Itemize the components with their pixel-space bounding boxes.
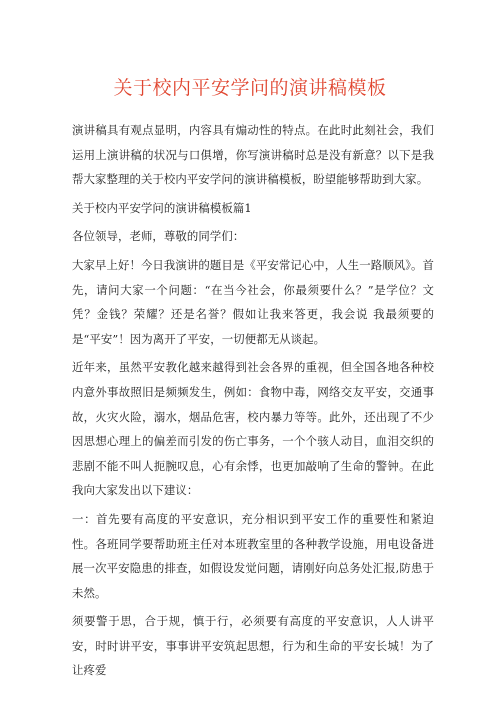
body-paragraph-2: 近年来，虽然平安教化越来越得到社会各界的重视，但全国各地各种校内意外事故照旧是频频发生，例如：食物中毒，网络交友平安，交通事故，火灾火险，溺水，烟品危害，校内暴力等等。此外，还出现了不少因思想心理上的偏差而引发的伤亡事务，一个个骇人动目，血泪交织的悲剧不能不叫人扼腕叹息，心有余悸，也更加敲响了生命的警钟。在此我向大家发出以下建议：	[72, 360, 434, 498]
body-paragraph-3: 一：首先要有高度的平安意识，充分相识到平安工作的重要性和紧迫性。各班同学要帮助班主任对本班教室里的各种教学设施，用电设备进展一次平安隐患的排查，如假设发觉问题，请刚好向总务处汇报,防患于未然。	[72, 511, 434, 600]
body-paragraph-4: 须要警于思，合于规，慎于行，必须要有高度的平安意识，人人讲平安，时时讲平安，事事讲平安筑起思想，行为和生命的平安长城！为了让疼爱	[72, 614, 434, 678]
body-paragraph-1: 大家早上好！今日我演讲的题目是《平安常记心中，人生一路顺风》。首先，请问大家一个问题：“在当今社会，你最须要什么？”是学位？文凭？金钱？荣耀？还是名誉？假如让我来答更，我会说 我最须要的是“平安”！因为离开了平安，一切便都无从谈起。	[72, 257, 435, 346]
document-title: 关于校内平安学问的演讲稿模板	[113, 77, 387, 99]
salutation: 各位领导，老师，尊敬的同学们：	[72, 229, 245, 244]
document-body	[72, 118, 434, 687]
section-heading: 关于校内平安学问的演讲稿模板篇1	[72, 200, 252, 215]
intro-paragraph: 演讲稿具有观点显明，内容具有煽动性的特点。在此时此刻社会，我们运用上演讲稿的状况与口俱增，你写演讲稿时总是没有新意？以下是我帮大家整理的关于校内平安学问的演讲稿模板，盼望能够帮助到大家。	[72, 123, 434, 187]
